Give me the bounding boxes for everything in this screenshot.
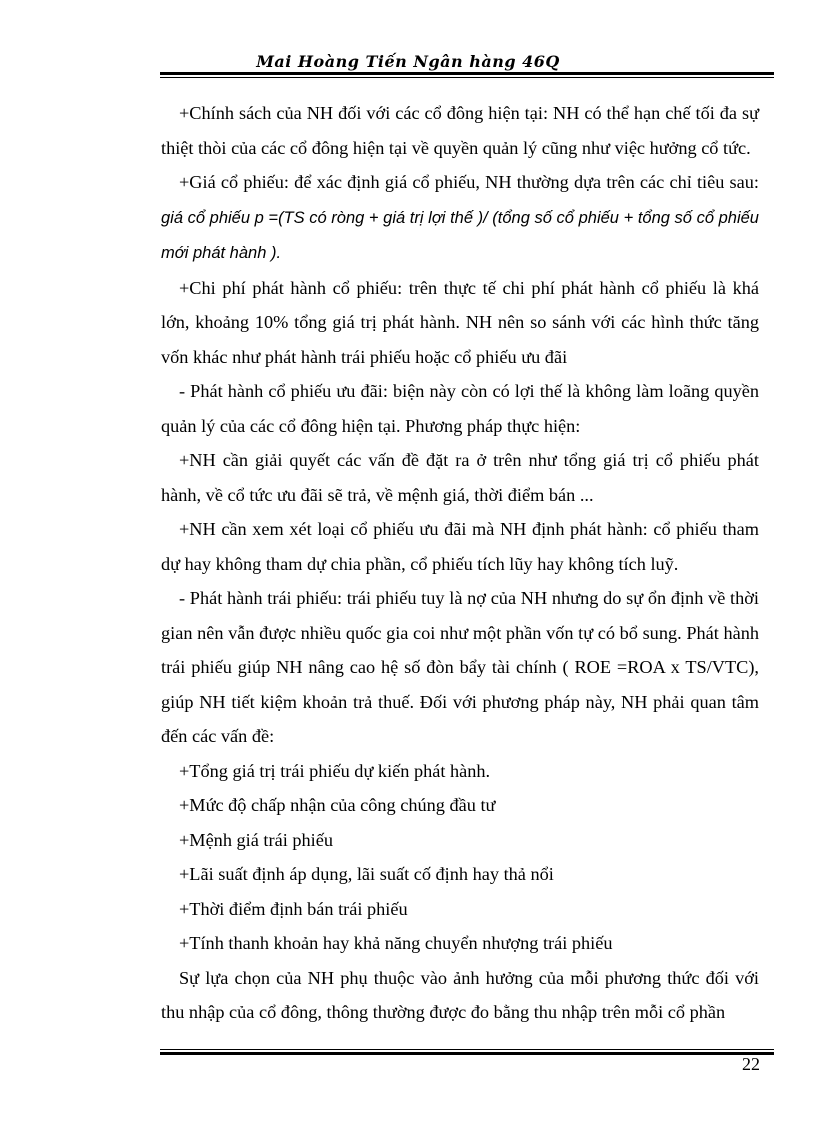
share-price-lead: +Giá cổ phiếu: để xác định giá cổ phiếu, NH thường dựa trên các chỉ tiêu sau: (179, 172, 759, 192)
document-body (161, 96, 759, 1030)
paragraph-shareholder-policy: +Chính sách của NH đối với các cổ đông hiện tại: NH có thể hạn chế tối đa sự thiệt thòi của các cổ đông hiện tại về quyền quản lý cũng như việc hưởng cổ tức. (161, 103, 759, 158)
header-rule (160, 72, 774, 78)
list-item: +Thời điểm định bán trái phiếu (179, 898, 408, 919)
list-item: +Mức độ chấp nhận của công chúng đầu tư (179, 795, 496, 815)
share-price-formula: giá cổ phiếu p =(TS có ròng + giá trị lợi thế )/ (tổng số cổ phiếu + tổng số cổ phiếu mới phát hành ). (161, 208, 759, 262)
paragraph-preferred-types: +NH cần xem xét loại cổ phiếu ưu đãi mà NH định phát hành: cổ phiếu tham dự hay không tham dự chia phần, cổ phiếu tích lũy hay không tích luỹ. (161, 519, 759, 574)
list-item: +Mệnh giá trái phiếu (179, 829, 333, 850)
list-item: +Tổng giá trị trái phiếu dự kiến phát hành. (179, 760, 491, 781)
paragraph-preferred-issues: +NH cần giải quyết các vấn đề đặt ra ở trên như tổng giá trị cổ phiếu phát hành, về cổ tức ưu đãi sẽ trả, về mệnh giá, thời điểm bán ... (161, 450, 759, 505)
page-header-title: Mai Hoàng Tiến Ngân hàng 46Q (256, 52, 560, 71)
page-number: 22 (742, 1054, 760, 1074)
list-item: +Lãi suất định áp dụng, lãi suất cố định hay thả nổi (179, 864, 554, 884)
list-item: +Tính thanh khoản hay khả năng chuyển nhượng trái phiếu (179, 933, 613, 953)
paragraph-bonds: - Phát hành trái phiếu: trái phiếu tuy là nợ của NH nhưng do sự ổn định về thời gian nên vẫn được nhiều quốc gia coi như một phần vốn tự có bổ sung. Phát hành trái phiếu giúp NH nâng cao hệ số đòn bẩy tài chính ( ROE =ROA x TS/VTC), giúp NH tiết kiệm khoản trả thuế. Đối với phương pháp này, NH phải quan tâm đến các vấn đề: (161, 588, 759, 746)
paragraph-issuance-cost: +Chi phí phát hành cổ phiếu: trên thực tế chi phí phát hành cổ phiếu là khá lớn, khoảng 10% tổng giá trị phát hành. NH nên so sánh với các hình thức tăng vốn khác như phát hành trái phiếu hoặc cổ phiếu ưu đãi (161, 277, 759, 367)
footer-rule (160, 1049, 774, 1055)
paragraph-conclusion: Sự lựa chọn của NH phụ thuộc vào ảnh hưởng của mỗi phương thức đối với thu nhập của cổ đông, thông thường được đo bằng thu nhập trên mỗi cổ phần (161, 967, 759, 1022)
paragraph-preferred-shares: - Phát hành cổ phiếu ưu đãi: biện này còn có lợi thế là không làm loãng quyền quản lý của các cổ đông hiện tại. Phương pháp thực hiện: (161, 381, 759, 436)
paragraph-share-price (161, 165, 759, 271)
